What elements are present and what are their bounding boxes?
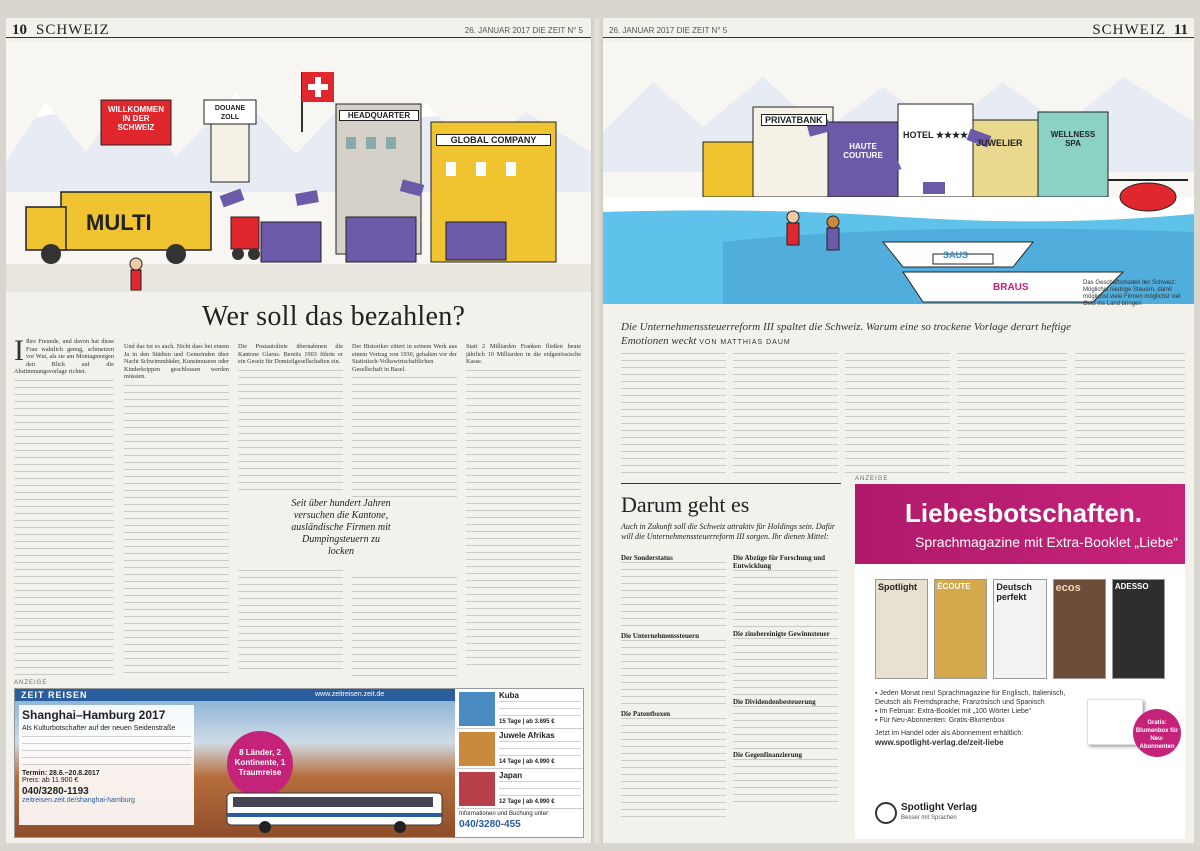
info-box (621, 483, 841, 838)
ad-subline: Sprachmagazine mit Extra-Booklet „Liebe“ (915, 534, 1179, 550)
text-lines (499, 741, 581, 757)
ad-footer: Informationen und Buchung unter: (459, 811, 550, 817)
bullet-3-text: Für Neu-Abonnenten: Gratis-Blumenbox (879, 717, 1005, 724)
illustration-left-svg (6, 42, 591, 292)
text-lines (845, 353, 950, 473)
ad-bullets (875, 689, 1075, 747)
text-lines (621, 640, 726, 710)
left-page (6, 18, 591, 843)
offer-kuba-title: Kuba (499, 691, 519, 700)
offer-japan-title: Japan (499, 771, 523, 780)
jeweler-sign: JUWELIER (976, 138, 1023, 148)
offer-japan[interactable] (457, 769, 584, 809)
offer-japan-image (459, 772, 495, 806)
ad-cta: Jetzt im Handel oder als Abonnement erhältlich: (875, 730, 1024, 737)
welcome-sign: WILLKOMMEN IN DER SCHWEIZ (108, 105, 164, 132)
publisher-logo-icon (875, 802, 897, 824)
ad-link[interactable]: zeitreisen.zeit.de/shanghai-hamburg (22, 797, 135, 804)
boat-name-2: BRAUS (993, 282, 1029, 293)
customs-sign: DOUANE ZOLL (214, 105, 246, 121)
publisher-name: Spotlight Verlag (901, 802, 978, 813)
offer-japan-price: 12 Tage | ab 4.990 € (499, 799, 555, 805)
right-column-2 (733, 353, 838, 473)
offer-afrika-price: 14 Tage | ab 4.990 € (499, 759, 555, 765)
info-box-title: Darum geht es (621, 492, 750, 517)
info-box-col-2 (733, 554, 838, 804)
illustration-left (6, 42, 591, 292)
magazine-ecoute[interactable]: ÉCOUTE (934, 579, 987, 679)
bullet-2: ▪ Im Februar: Extra-Booklet mit „100 Wörter Liebe“ (875, 708, 1032, 715)
left-page-header (6, 22, 591, 38)
illustration-right (603, 42, 1194, 304)
article-column-3-text: Die Postautolinie übernahmen die Kantone Glarus. Bereits 1903 führte er ein Gesetz für Domizilgesellschaften ein. (238, 343, 343, 366)
text-lines (499, 781, 581, 797)
ad-label: ANZEIGE (855, 476, 889, 482)
couture-sign: HAUTE COUTURE (843, 142, 883, 160)
info-box-intro: Auch in Zukunft soll die Schweiz attraktiv für Holdings sein. Dafür will die Unternehmenssteuerreform III sorgen. Ihr dienen Mittel: (621, 522, 835, 541)
pull-quote: Seit über hundert Jahren versuchen die Kantone, ausländische Firmen mit Dumpingsteuern zu locken (291, 498, 391, 557)
ad-badge: Gratis: Blumenbox für Neu-Abonnenten (1133, 709, 1181, 757)
article-column-5 (466, 343, 581, 678)
ad-phone-2[interactable]: 040/3280-455 (459, 819, 521, 830)
text-lines (1075, 353, 1185, 473)
ad-url[interactable]: www.spotlight-verlag.de/zeit-liebe (875, 738, 1004, 747)
page-number: 11 (1173, 22, 1188, 38)
text-lines (621, 718, 726, 818)
subhead-6: Die Dividendenbesteuerung (733, 698, 816, 706)
bullet-3: ▪ Für Neu-Abonnenten: Gratis-Blumenbox (875, 717, 1005, 724)
article-column-5-text: Statt 2 Milliarden Franken fließen heute jährlich 10 Milliarden in die eidgenössische Kasse. (466, 343, 581, 366)
article-intro: Ihre Freunde, und davon hat diese Frau wahrlich genug, schmetzen vor Wut, als sie am Montagmorgen den Blick auf die Abstimmungsvorlage richtet. (14, 338, 114, 376)
right-column-4 (957, 353, 1067, 473)
bullet-1: ▪ Jeden Monat neu! Sprachmagazine für Englisch, Italienisch, Deutsch als Fremdsprache, Französisch und Spanisch (875, 690, 1066, 706)
offer-afrika[interactable] (457, 729, 584, 769)
text-lines (733, 638, 838, 698)
article-column-1 (14, 338, 114, 678)
page-gutter (591, 18, 603, 843)
ad-dates: Termin: 28.6.–20.8.2017 (22, 770, 100, 777)
ad-title: Shanghai–Hamburg 2017 (22, 708, 166, 722)
travel-ad[interactable] (14, 688, 584, 838)
ad-headline: Liebesbotschaften. (905, 498, 1142, 528)
text-lines (733, 759, 838, 804)
illustration-right-svg (603, 42, 1194, 304)
bullet-2-text: Im Februar: Extra-Booklet mit „100 Wörter Liebe“ (879, 708, 1032, 715)
hq-sign: HEADQUARTER (339, 110, 419, 121)
text-lines (957, 353, 1067, 473)
date-line: 26. JANUAR 2017 DIE ZEIT N° 5 (609, 26, 728, 35)
date-line: 26. JANUAR 2017 DIE ZEIT N° 5 (464, 26, 583, 35)
ad-label: ANZEIGE (14, 680, 48, 686)
article-column-2 (124, 343, 229, 678)
text-lines (466, 370, 581, 670)
section-title: SCHWEIZ (1092, 22, 1166, 38)
ad-badge: 8 Länder, 2 Kontinente, 1 Traumreise (227, 731, 293, 797)
publisher-tagline: Besser mit Sprachen (901, 815, 957, 821)
language-ad[interactable] (855, 484, 1185, 839)
text-lines (621, 353, 726, 473)
truck-label: MULTI (86, 210, 152, 235)
bank-sign: PRIVATBANK (761, 114, 827, 126)
right-page-header (603, 22, 1194, 38)
offer-afrika-image (459, 732, 495, 766)
ad-subtitle: Als Kulturbotschafter auf der neuen Seidenstraße (22, 725, 176, 732)
text-lines (733, 353, 838, 473)
offer-kuba-image (459, 692, 495, 726)
ad-textbox (19, 705, 194, 825)
section-title: SCHWEIZ (36, 22, 110, 38)
ad-url[interactable]: www.zeitreisen.zeit.de (315, 691, 385, 698)
text-lines (124, 385, 229, 678)
info-box-col-1 (621, 554, 726, 818)
ad-side-offers (457, 689, 584, 838)
subhead-3: Die Patentboxen (621, 710, 671, 718)
subhead-4: Die Abzüge für Forschung und Entwicklung (733, 554, 826, 570)
ad-brand: ZEIT REISEN (21, 690, 88, 700)
text-lines (621, 562, 726, 632)
magazine-spotlight[interactable]: Spotlight (875, 579, 928, 679)
global-company-sign: GLOBAL COMPANY (436, 134, 551, 146)
offer-afrika-title: Juwele Afrikas (499, 731, 555, 740)
right-page (603, 18, 1194, 843)
subhead-1: Der Sonderstatus (621, 554, 673, 562)
magazine-covers (875, 579, 1165, 679)
article-column-4 (352, 343, 457, 678)
offer-kuba[interactable] (457, 689, 584, 729)
text-lines (352, 577, 457, 677)
magazine-adesso[interactable]: ADESSO (1112, 579, 1165, 679)
text-lines (733, 570, 838, 630)
text-lines (352, 377, 457, 497)
hotel-sign: HOTEL ★★★★ (903, 130, 969, 140)
bus-image (225, 787, 450, 835)
text-lines (238, 570, 343, 670)
ad-phone[interactable]: 040/3280-1193 (22, 786, 89, 797)
drop-cap: I (14, 338, 24, 367)
headline: Wer soll das bezahlen? (202, 301, 466, 332)
right-column-1 (621, 353, 726, 473)
bullet-1-text: Jeden Monat neu! Sprachmagazine für Englisch, Italienisch, Deutsch als Fremdsprache, Französisch und Spanisch (875, 690, 1066, 706)
subhead-7: Die Gegenfinanzierung (733, 751, 803, 759)
right-column-5 (1075, 353, 1185, 473)
right-column-3 (845, 353, 950, 473)
magazine-ecos[interactable]: ecos (1053, 579, 1106, 679)
lede (621, 320, 1071, 350)
offer-kuba-price: 15 Tage | ab 3.695 € (499, 719, 555, 725)
illustration-caption: Das Geschäftsmodell der Schweiz: Möglichst niedrige Steuern, damit möglichst viele Firmen möglichst viel Geld ins Land bringen (1083, 280, 1181, 307)
text-lines (733, 706, 838, 751)
subhead-5: Die zinsbereinigte Gewinnsteuer (733, 630, 830, 638)
text-lines (22, 736, 191, 766)
subhead-2: Die Unternehmenssteuern (621, 632, 699, 640)
text-lines (499, 701, 581, 717)
ad-price: Preis: ab 11.900 € (22, 777, 79, 784)
article-column-4-text: Der Historiker zitiert in seinem Werk aus einem Vortrag von 1930, gehalten vor der Statistisch-Volkswirtschaftlichen Gesellschaft in Basel. (352, 343, 457, 373)
text-lines (238, 370, 343, 490)
text-lines (14, 380, 114, 678)
byline: VON MATTHIAS DAUM (699, 339, 791, 346)
boat-name-1: SAUS (943, 250, 969, 260)
spa-sign: WELLNESS SPA (1050, 130, 1096, 148)
article-column-2-text: Und das tut es auch. Nicht dass bei einem Ja in den Städten und Gemeinden über Nacht Schwimmbäder, Kunstmuseen oder Kinderkrippen geschlossen werden müssten. (124, 343, 229, 381)
lede-text: Die Unternehmenssteuerreform III spaltet die Schweiz. Warum eine so trockene Vorlage derart heftige Emotionen weckt (621, 321, 1071, 347)
magazine-deutsch-perfekt[interactable]: Deutsch perfekt (993, 579, 1046, 679)
page-number: 10 (12, 22, 27, 38)
